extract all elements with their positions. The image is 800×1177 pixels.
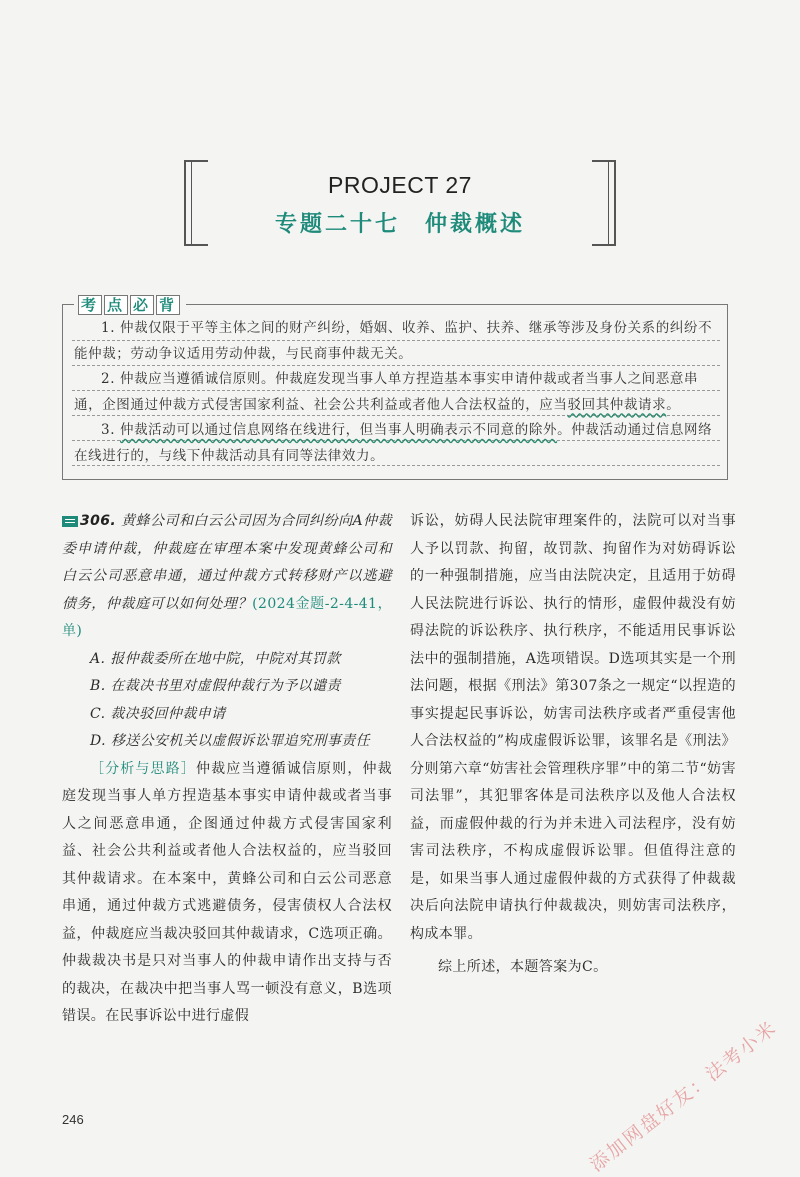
question-text: 黄蜂公司和白云公司因为合同纠纷向A仲裁委申请仲裁，仲裁庭在审理本案中发现黄蜂公司和白云公司恶意串通，通过仲裁方式转移财产以逃避债务，仲裁庭可以如何处理？ xyxy=(62,513,392,612)
key-points-text xyxy=(74,316,718,469)
question-number: 306. xyxy=(80,513,117,529)
analysis-continued: 诉讼，妨碍人民法院审理案件的，法院可以对当事人予以罚款、拘留，故罚款、拘留作为对妨碍诉讼的一种强制措施，应当由法院决定，且适用于妨碍人民法院进行诉讼、执行的情形，虚假仲裁没有妨碍法院的诉讼秩序、执行秩序，不能适用民事诉讼法中的强制措施，A选项错误。D选项其实是一个刑法问题，根据《刑法》第307条之一规定“以捏造的事实提起民事诉讼，妨害司法秩序或者严重侵害他人合法权益的”构成虚假诉讼罪，该罪名是《刑法》分则第六章“妨害社会管理秩序罪”中的第二节“妨害司法罪”，其犯罪客体是司法秩序以及他人合法权益，而虚假仲裁的行为并未进入司法程序，没有妨害司法秩序，不构成虚假诉讼罪。但值得注意的是，如果当事人通过虚假仲裁的方式获得了仲裁裁决后向法院申请执行仲裁裁决，则妨害司法秩序，构成本罪。 xyxy=(410,513,736,942)
key-point-3: 3. 仲裁活动可以通过信息网络在线进行，但当事人明确表示不同意的除外。仲裁活动通过信息网络在线进行的，与线下仲裁活动具有同等法律效力。 xyxy=(74,422,713,464)
emphasis: 仲裁活动可以通过信息网络在线进行，但当事人明确表示不同意的除外 xyxy=(119,422,558,438)
key-point-2: 2. 仲裁应当遵循诚信原则。仲裁庭发现当事人单方捏造基本事实申请仲裁或者当事人之间恶意串通，企图通过仲裁方式侵害国家利益、社会公共利益或者他人合法权益的，应当驳回其仲裁请求。 xyxy=(74,371,699,413)
option-c: C. 裁决驳回仲裁申请 xyxy=(90,705,226,722)
emphasis: 驳回其仲裁请求 xyxy=(567,396,667,413)
project-label: PROJECT 27 xyxy=(328,172,472,198)
question-source: (2024金题-2-4-41，单) xyxy=(62,595,392,639)
left-column xyxy=(62,508,392,1031)
conclusion: 综上所述，本题答案为C。 xyxy=(438,959,608,975)
tag-char: 点 xyxy=(104,295,128,315)
right-column xyxy=(410,508,736,982)
analysis-paragraph: ［分析与思路］仲裁应当遵循诚信原则，仲裁庭发现当事人单方捏造基本事实申请仲裁或者当事人之间恶意串通，企图通过仲裁方式侵害国家利益、社会公共利益或者他人合法权益的，应当驳回其仲裁请求。在本案中，黄蜂公司和白云公司恶意串通，通过仲裁方式逃避债务，侵害债权人合法权益，仲裁庭应当裁决驳回其仲裁请求，C选项正确。仲裁裁决书是只对当事人的仲裁申请作出支持与否的裁决，在裁决中把当事人骂一顿没有意义，B选项错误。在民事诉讼中进行虚假 xyxy=(62,760,392,1024)
question-stem xyxy=(62,508,392,646)
analysis-tag: ［分析与思路］ xyxy=(90,760,196,777)
page-number: 246 xyxy=(62,1112,84,1127)
tag-char: 背 xyxy=(156,295,180,315)
page-title: 专题二十七 仲裁概述 xyxy=(274,212,525,237)
tag-char: 考 xyxy=(78,295,102,315)
tag-char: 必 xyxy=(130,295,154,315)
option-b: B. 在裁决书里对虚假仲裁行为予以谴责 xyxy=(90,678,341,694)
question-icon xyxy=(62,516,78,527)
option-d: D. 移送公安机关以虚假诉讼罪追究刑事责任 xyxy=(90,733,371,749)
key-points-tag xyxy=(74,294,186,315)
option-a: A. 报仲裁委所在地中院，中院对其罚款 xyxy=(90,650,341,667)
key-point-1: 1. 仲裁仅限于平等主体之间的财产纠纷，婚姻、收养、监护、扶养、继承等涉及身份关系的纠纷不能仲裁；劳动争议适用劳动仲裁，与民商事仲裁无关。 xyxy=(74,320,713,362)
watermark: 添加网盘好友：法考小米 xyxy=(585,1016,782,1177)
